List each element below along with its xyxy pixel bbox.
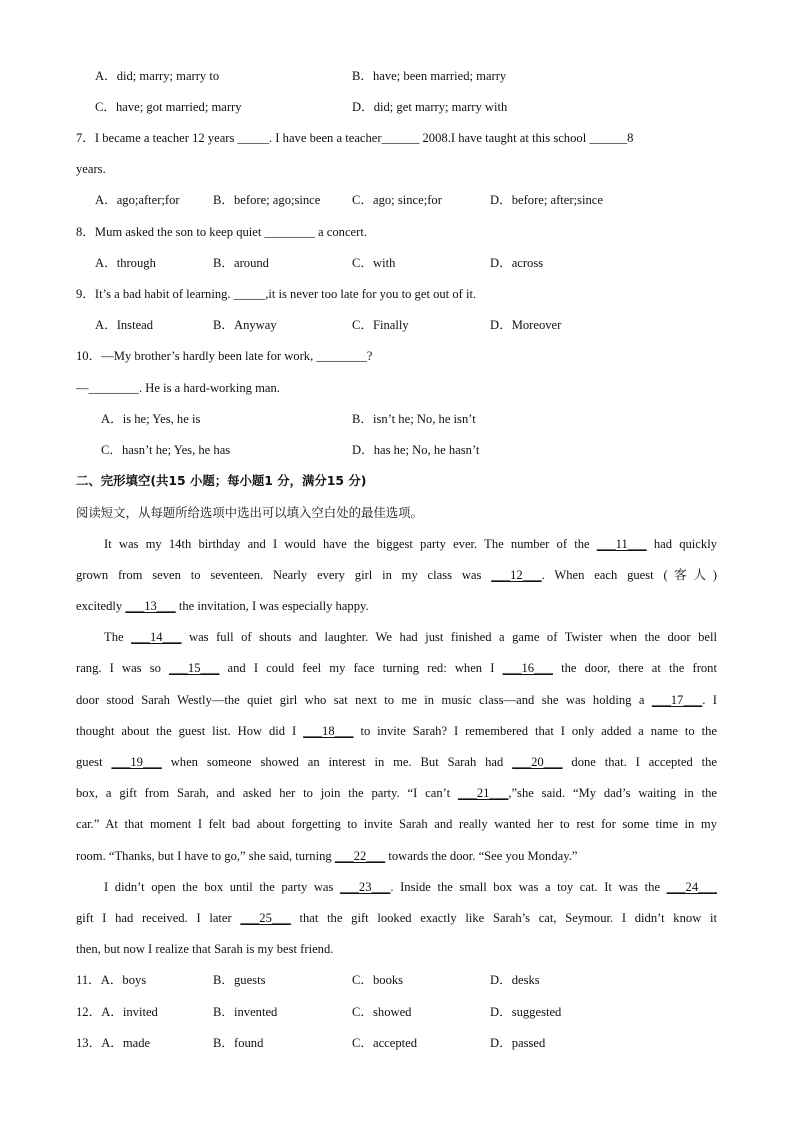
passage-line: The ___14___ was full of shouts and laughter. We had just finished a game of Twister when the door bell [104,630,717,644]
q6-option-d: D．did; get marry; marry with [352,100,508,114]
q7-stem: 7．I became a teacher 12 years _____. I have been a teacher______ 2008.I have taught at this school ______8 [76,131,634,145]
passage-line: thought about the guest list. How did I ___18___ to invite Sarah? I remembered that I only added a name to the [76,724,717,738]
blank-20: ___20___ [512,755,563,769]
blank-23: ___23___ [340,880,391,894]
blank-15: ___15___ [169,661,220,675]
passage-line: box, a gift from Sarah, and asked her to join the party. “I can’t ___21___,”she said. “My dad’s waiting in the [76,786,717,800]
passage-line: rang. I was so ___15___ and I could feel my face turning red: when I ___16___ the door, there at the front [76,661,717,675]
passage-line: grown from seven to seventeen. Nearly every girl in my class was ___12___. When each guest (客人) [76,568,717,582]
q9-option-c: C．Finally [352,318,409,332]
blank-19: ___19___ [111,755,162,769]
q10-option-c: C．hasn’t he; Yes, he has [101,443,231,457]
section-instruction: 阅读短文，从每题所给选项中选出可以填入空白处的最佳选项。 [76,505,423,520]
q10-option-d: D．has he; No, he hasn’t [352,443,480,457]
q9-option-a: A．Instead [95,318,154,332]
passage-line: gift I had received. I later ___25___ that the gift looked exactly like Sarah’s cat, Seymour. I didn’t know it [76,911,717,925]
q8-option-b: B．around [213,256,269,270]
q13-option-d: D．passed [490,1036,546,1050]
blank-16: ___16___ [502,661,553,675]
passage-line: door stood Sarah Westly—the quiet girl who sat next to me in music class—and she was holding a ___17___. I [76,693,717,707]
q6-option-b: B．have; been married; marry [352,69,507,83]
q6-option-a: A．did; marry; marry to [95,69,220,83]
passage-line: excitedly ___13___ the invitation, I was especially happy. [76,599,369,613]
q11-option-a: 11．A．boys [76,973,147,987]
q6-option-c: C．have; got married; marry [95,100,242,114]
blank-12: ___12___ [491,568,542,582]
passage-line: It was my 14th birthday and I would have the biggest party ever. The number of the ___11___ had quickly [104,537,717,551]
q10-option-b: B．isn’t he; No, he isn’t [352,412,476,426]
blank-11: ___11___ [596,537,647,551]
q12-option-a: 12．A．invited [76,1005,158,1019]
q7-stem-continued: years. [76,162,106,176]
blank-18: ___18___ [303,724,354,738]
q8-option-a: A．through [95,256,156,270]
blank-24: ___24___ [666,880,717,894]
q12-option-b: B．invented [213,1005,278,1019]
q13-option-a: 13．A．made [76,1036,151,1050]
passage-line: then, but now I realize that Sarah is my best friend. [76,942,334,956]
q11-option-b: B．guests [213,973,266,987]
passage-line: car.” At that moment I felt bad about forgetting to invite Sarah and really wanted her to rest for some time in my [76,817,717,831]
q8-stem: 8．Mum asked the son to keep quiet ________ a concert. [76,225,367,239]
blank-21: ___21___ [457,786,509,800]
q13-option-b: B．found [213,1036,264,1050]
q11-option-c: C．books [352,973,404,987]
passage-line: room. “Thanks, but I have to go,” she said, turning ___22___ towards the door. “See you Monday.” [76,849,578,863]
q8-option-d: D．across [490,256,544,270]
q12-option-c: C．showed [352,1005,412,1019]
q9-option-d: D．Moreover [490,318,562,332]
q12-option-d: D．suggested [490,1005,562,1019]
q13-option-c: C．accepted [352,1036,418,1050]
q10-option-a: A．is he; Yes, he is [101,412,201,426]
blank-13: ___13___ [125,599,176,613]
q7-option-b: B．before; ago;since [213,193,321,207]
passage-line: guest ___19___ when someone showed an interest in me. But Sarah had ___20___ done that. I accepted the [76,755,717,769]
q9-stem: 9．It’s a bad habit of learning. _____,it is never too late for you to get out of it. [76,287,477,301]
blank-17: ___17___ [651,693,703,707]
section-heading: 二、完形填空(共15 小题；每小题1 分，满分15 分) [76,473,367,488]
q7-option-c: C．ago; since;for [352,193,442,207]
blank-25: ___25___ [240,911,291,925]
passage-line: I didn’t open the box until the party was ___23___. Inside the small box was a toy cat. It was the ___24___ [104,880,717,894]
q8-option-c: C．with [352,256,396,270]
blank-22: ___22___ [334,849,386,863]
q7-option-a: A．ago;after;for [95,193,180,207]
q9-option-b: B．Anyway [213,318,277,332]
q10-reply: —________. He is a hard-working man. [76,381,280,395]
q10-stem: 10．—My brother’s hardly been late for work, ________? [76,349,373,363]
q11-option-d: D．desks [490,973,540,987]
blank-14: ___14___ [131,630,182,644]
q7-option-d: D．before; after;since [490,193,603,207]
